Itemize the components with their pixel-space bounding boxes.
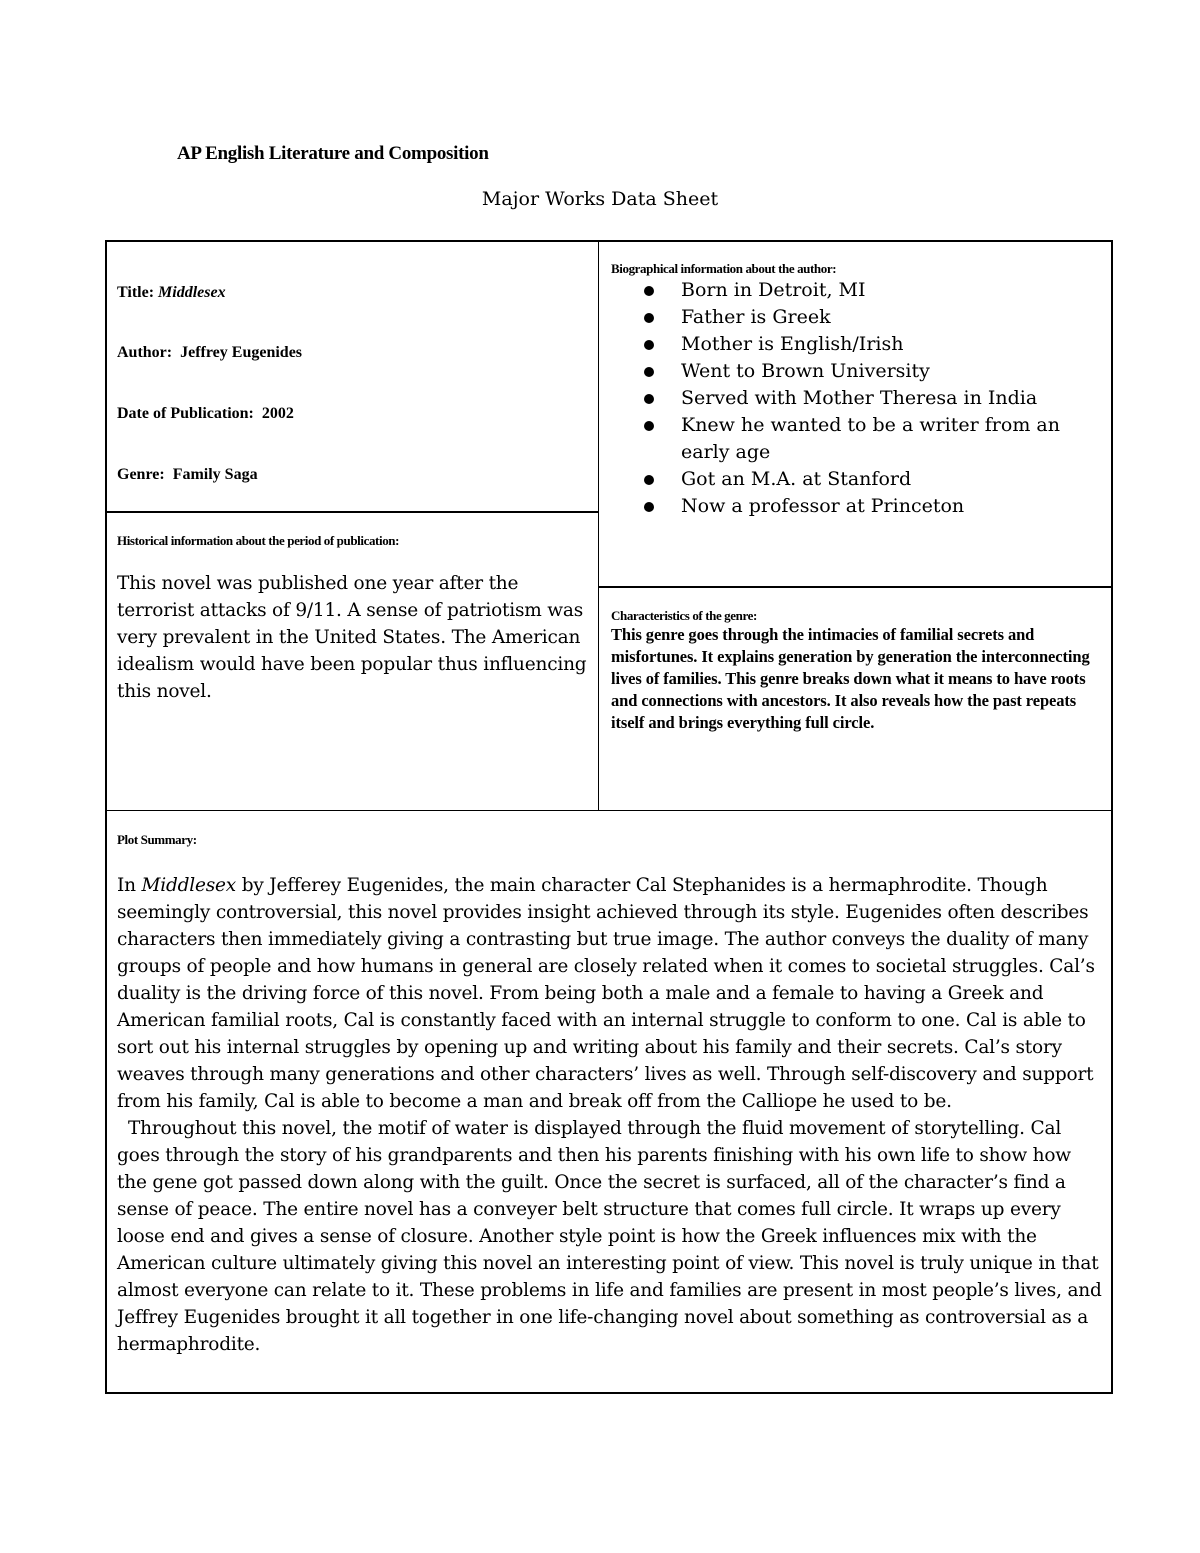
right-row-divider xyxy=(598,586,1113,588)
biography-item-text: Served with Mother Theresa in India xyxy=(681,387,1038,409)
biography-item xyxy=(611,331,1106,358)
biography-item xyxy=(611,358,1106,385)
historical-heading: Historical information about the period of publication: xyxy=(117,533,400,548)
plot-summary-cell xyxy=(117,832,1102,1358)
historical-cell xyxy=(117,533,587,705)
biography-item xyxy=(611,412,1106,466)
biography-item xyxy=(611,304,1106,331)
bullet-icon xyxy=(644,421,654,431)
biography-cell xyxy=(611,261,1106,520)
book-info-cell xyxy=(117,284,587,494)
left-row-divider xyxy=(105,511,599,513)
bullet-icon xyxy=(644,394,654,404)
bullet-icon xyxy=(644,340,654,350)
plot-paragraph-1-prefix: In xyxy=(117,875,142,896)
author-label: Author: xyxy=(117,344,173,361)
bullet-icon xyxy=(644,313,654,323)
bullet-icon xyxy=(644,286,654,296)
genre-characteristics-text: This genre goes through the intimacies of familial secrets and misfortunes. It explains generation by generation the interconnecting lives of families. This genre breaks down what it means to have roots and connections with ancestors. It also reveals how the past repeats itself and brings everything full circle. xyxy=(611,625,1090,732)
course-name: AP English Literature and Composition xyxy=(177,143,489,164)
plot-book-title: Middlesex xyxy=(141,875,237,896)
table-border-right xyxy=(1111,240,1113,1394)
bullet-icon xyxy=(644,367,654,377)
bullet-icon xyxy=(644,502,654,512)
biography-item xyxy=(611,385,1106,412)
table-border-bottom xyxy=(105,1392,1113,1394)
biography-item xyxy=(611,277,1106,304)
biography-item-text: Born in Detroit, MI xyxy=(681,279,866,301)
historical-text: This novel was published one year after the terrorist attacks of 9/11. A sense of patriotism was very prevalent in the United States. The American idealism would have been popular thus influencing this novel. xyxy=(117,573,587,702)
genre-label: Genre: xyxy=(117,466,165,483)
biography-item-text: Father is Greek xyxy=(681,306,831,328)
biography-item-text: Knew he wanted to be a writer from an early age xyxy=(681,414,1060,463)
biography-item-text: Got an M.A. at Stanford xyxy=(681,468,912,490)
biography-item xyxy=(611,493,1106,520)
biography-item-text: Mother is English/Irish xyxy=(681,333,904,355)
genre-characteristics-cell xyxy=(611,608,1101,734)
date-value: 2002 xyxy=(261,405,294,422)
biography-item-text: Now a professor at Princeton xyxy=(681,495,965,517)
author-field xyxy=(117,344,302,362)
title-value: Middlesex xyxy=(158,284,226,301)
plot-paragraph-2: Throughout this novel, the motif of water is displayed through the fluid movement of storytelling. Cal goes through the story of his grandparents and then his parents finishing with his own life to show how the gene got passed down along with the guilt. Once the secret is surfaced, all of the character’s find a sense of peace. The entire novel has a conveyer belt structure that comes full circle. It wraps up every loose end and gives a sense of closure. Another style point is how the Greek influences mix with the American culture ultimately giving this novel an interesting point of view. This novel is truly unique in that almost everyone can relate to it. These problems in life and families are present in most people’s lives, and Jeffrey Eugenides brought it all together in one life-changing novel about something as controversial as a hermaphrodite. xyxy=(117,1118,1102,1355)
plot-paragraph-1-text: by Jefferey Eugenides, the main character Cal Stephanides is a hermaphrodite. Though seemingly controversial, this novel provides insight achieved through its style. Eugenides often describes characters then immediately giving a contrasting but true image. The author conveys the duality of many groups of people and how humans in general are closely related when it comes to societal struggles. Cal’s duality is the driving force of this novel. From being both a male and a female to having a Greek and American familial roots, Cal is constantly faced with an internal struggle to conform to one. Cal is able to sort out his internal struggles by opening up and writing about his family and their secrets. Cal’s story weaves through many generations and other characters’ lives as well. Through self-discovery and support from his family, Cal is able to become a man and break off from the Calliope he used to be. xyxy=(117,875,1095,1112)
biography-list xyxy=(611,277,1106,520)
genre-field xyxy=(117,466,258,484)
biography-item-text: Went to Brown University xyxy=(681,360,930,382)
sheet-title: Major Works Data Sheet xyxy=(481,188,719,210)
genre-value: Family Saga xyxy=(172,466,258,483)
table-border-top xyxy=(105,240,1113,242)
table-column-divider xyxy=(598,240,599,811)
date-label: Date of Publication: xyxy=(117,405,254,422)
genre-characteristics-heading: Characteristics of the genre: xyxy=(611,608,757,623)
biography-item xyxy=(611,466,1106,493)
author-value: Jeffrey Eugenides xyxy=(180,344,303,361)
plot-row-divider xyxy=(105,810,1113,811)
title-label: Title: xyxy=(117,284,155,301)
date-field xyxy=(117,405,294,423)
bullet-icon xyxy=(644,475,654,485)
plot-paragraph-1 xyxy=(117,872,1102,1115)
title-field xyxy=(117,284,226,302)
plot-summary-heading: Plot Summary: xyxy=(117,832,197,847)
table-border-left xyxy=(105,240,107,1394)
biography-heading: Biographical information about the author: xyxy=(611,261,837,276)
